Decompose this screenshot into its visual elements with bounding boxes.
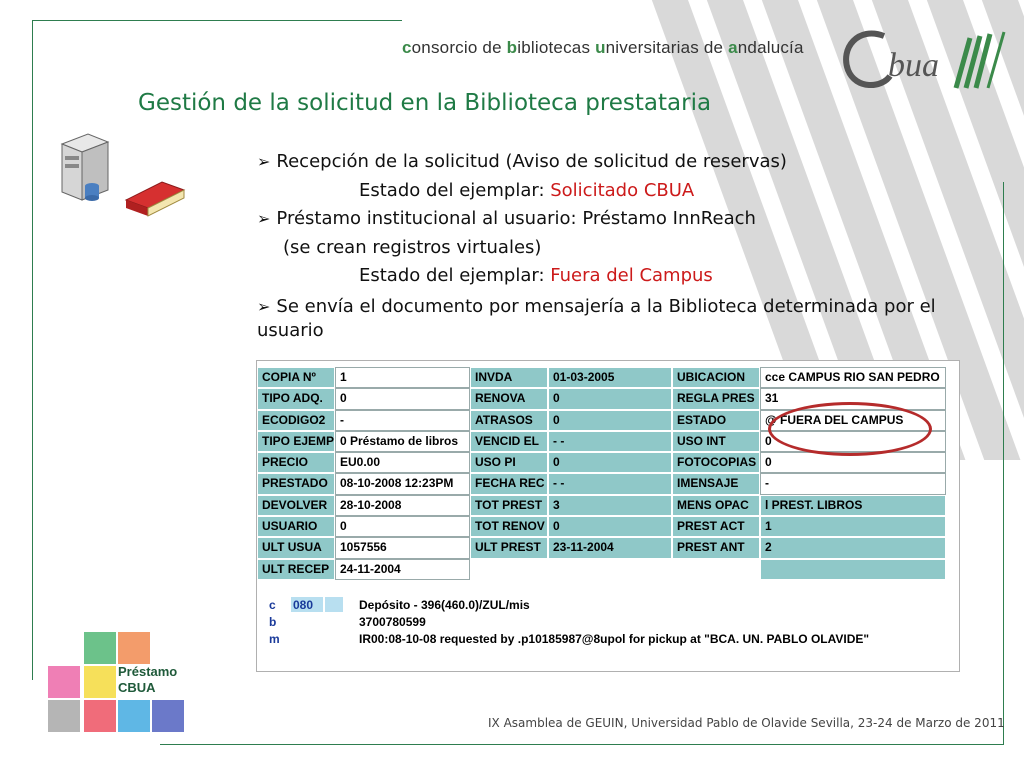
record-field-label: TIPO ADQ.	[257, 388, 335, 409]
marc-field-row	[257, 631, 959, 648]
record-field-value	[760, 559, 946, 580]
record-field-value: 0	[548, 516, 672, 537]
record-field-value: @ FUERA DEL CAMPUS	[760, 410, 946, 431]
record-field-label	[470, 559, 548, 580]
badge-tile	[84, 632, 116, 664]
bullet-item: ➢ Recepción de la solicitud (Aviso de solicitud de reservas)	[257, 148, 977, 177]
frame-line-top	[32, 20, 402, 21]
status-line: Estado del ejemplar: Fuera del Campus	[359, 265, 713, 286]
badge-tile	[118, 632, 150, 664]
record-field-value: l PREST. LIBROS	[760, 495, 946, 516]
record-field-label: INVDA	[470, 367, 548, 388]
record-field-label: MENS OPAC	[672, 495, 760, 516]
marc-indicator: 080	[291, 597, 323, 612]
record-field-value: 24-11-2004	[335, 559, 470, 580]
record-field-label: COPIA Nº	[257, 367, 335, 388]
record-field-label: USUARIO	[257, 516, 335, 537]
book-icon	[124, 174, 186, 220]
badge-label: Préstamo CBUA	[118, 664, 178, 695]
record-field-label: PRECIO	[257, 452, 335, 473]
bullet-item: ➢ Préstamo institucional al usuario: Préstamo InnReach	[257, 205, 977, 234]
record-field-label: REGLA PRES	[672, 388, 760, 409]
record-field-value: -	[760, 473, 946, 494]
bullet-list	[257, 148, 977, 343]
record-field-label: PREST ANT	[672, 537, 760, 558]
organization-name	[402, 38, 804, 58]
bullet-item: ➢ Se envía el documento por mensajería a la Biblioteca determinada por el usuario	[257, 295, 936, 341]
badge-tile	[152, 700, 184, 732]
record-field-value: 0	[548, 452, 672, 473]
record-field-label: TOT RENOV	[470, 516, 548, 537]
org-name-part: ndalucía	[737, 38, 804, 57]
marc-field-row	[257, 597, 959, 614]
record-field-label: RENOVA	[470, 388, 548, 409]
record-field-value: 0 Préstamo de libros	[335, 431, 470, 452]
record-field-value: 31	[760, 388, 946, 409]
record-field-value: 1	[760, 516, 946, 537]
org-name-part: a	[728, 38, 738, 57]
record-field-label: ECODIGO2	[257, 410, 335, 431]
marc-tag: b	[269, 615, 277, 629]
org-name-part: u	[595, 38, 606, 57]
org-name-part: ibliotecas	[517, 38, 596, 57]
record-field-value	[548, 559, 672, 580]
highlight-circle	[768, 402, 932, 456]
org-name-part: niversitarias de	[605, 38, 729, 57]
record-field-label: DEVOLVER	[257, 495, 335, 516]
record-field-value: 08-10-2008 12:23PM	[335, 473, 470, 494]
record-field-label: VENCID EL	[470, 431, 548, 452]
record-field-value: 0	[548, 410, 672, 431]
marc-field-text: Depósito - 396(460.0)/ZUL/mis	[359, 598, 530, 612]
record-field-label: USO PI	[470, 452, 548, 473]
marc-tag: m	[269, 632, 280, 646]
record-field-value: EU0.00	[335, 452, 470, 473]
badge-tile	[118, 700, 150, 732]
record-field-label: USO INT	[672, 431, 760, 452]
record-field-label: UBICACION	[672, 367, 760, 388]
record-field-label: PRESTADO	[257, 473, 335, 494]
marc-field-row	[257, 614, 959, 631]
record-field-value: -	[335, 410, 470, 431]
svg-text:bua: bua	[888, 47, 939, 84]
record-field-value: 2	[760, 537, 946, 558]
record-field-value: 0	[760, 431, 946, 452]
record-field-value: 01-03-2005	[548, 367, 672, 388]
record-field-value: 0	[760, 452, 946, 473]
record-field-value: cce CAMPUS RIO SAN PEDRO	[760, 367, 946, 388]
footer-text: IX Asamblea de GEUIN, Universidad Pablo de Olavide Sevilla, 23-24 de Marzo de 2011	[488, 716, 1005, 730]
badge-tile	[48, 666, 80, 698]
record-field-label: FECHA REC	[470, 473, 548, 494]
marc-field-text: 3700780599	[359, 615, 426, 629]
marc-indicator-empty	[325, 597, 343, 612]
record-field-value: 0	[548, 388, 672, 409]
record-field-label: ULT USUA	[257, 537, 335, 558]
record-field-label: ATRASOS	[470, 410, 548, 431]
record-field-value: 28-10-2008	[335, 495, 470, 516]
arrow-bullet-icon: ➢	[257, 209, 271, 228]
status-value: Solicitado CBUA	[550, 179, 695, 201]
badge-tile	[84, 700, 116, 732]
record-field-value: - -	[548, 431, 672, 452]
cbua-logo	[838, 18, 1006, 98]
marc-tag: c	[269, 598, 276, 612]
slide-title: Gestión de la solicitud en la Biblioteca prestataria	[138, 90, 712, 116]
frame-line-bottom	[160, 744, 1004, 745]
badge-tile	[48, 700, 80, 732]
org-name-part: onsorcio de	[411, 38, 507, 57]
badge-tile	[84, 666, 116, 698]
record-field-value: 3	[548, 495, 672, 516]
record-field-label: ULT RECEP	[257, 559, 335, 580]
record-field-value: 0	[335, 388, 470, 409]
marc-field-text: IR00:08-10-08 requested by .p10185987@8upol for pickup at "BCA. UN. PABLO OLAVIDE"	[359, 632, 870, 646]
record-field-label: IMENSAJE	[672, 473, 760, 494]
status-value: Fuera del Campus	[550, 265, 713, 286]
org-name-part: b	[506, 38, 518, 57]
record-field-label: TIPO EJEMP	[257, 431, 335, 452]
record-field-label: TOT PREST	[470, 495, 548, 516]
item-record-grid	[257, 367, 946, 580]
record-field-value: 1	[335, 367, 470, 388]
frame-line-right	[1003, 182, 1004, 744]
record-field-label: PREST ACT	[672, 516, 760, 537]
status-line: Estado del ejemplar: Solicitado CBUA	[359, 179, 695, 201]
record-field-label: ESTADO	[672, 410, 760, 431]
record-field-value: 1057556	[335, 537, 470, 558]
bullet-note: (se crean registros virtuales)	[283, 236, 542, 258]
record-field-label: FOTOCOPIAS	[672, 452, 760, 473]
arrow-bullet-icon: ➢	[257, 152, 271, 171]
arrow-bullet-icon: ➢	[257, 296, 271, 316]
record-field-label: ULT PREST	[470, 537, 548, 558]
record-field-value: - -	[548, 473, 672, 494]
org-name-part: c	[402, 38, 412, 57]
server-icon	[54, 130, 114, 206]
record-field-label	[672, 559, 760, 580]
frame-line-left	[32, 20, 33, 680]
record-field-value: 23-11-2004	[548, 537, 672, 558]
record-field-value: 0	[335, 516, 470, 537]
